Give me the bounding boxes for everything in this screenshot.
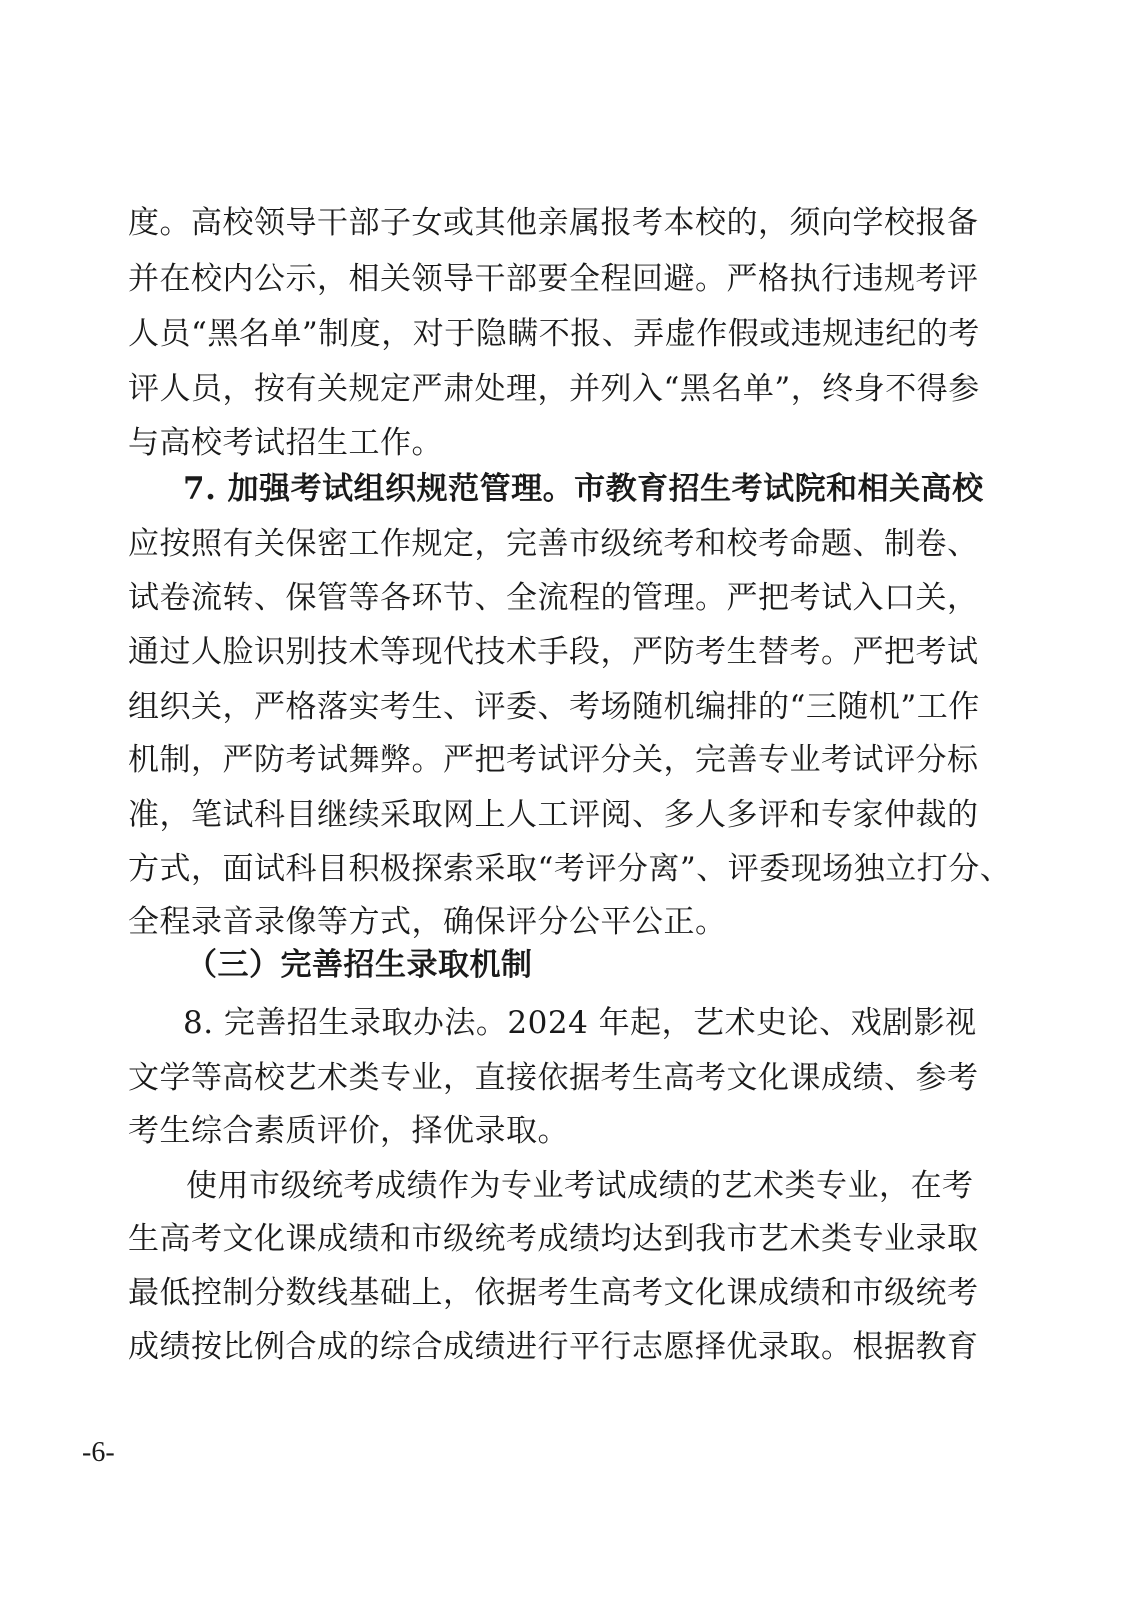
paragraph-line: 评人员，按有关规定严肃处理，并列入“黑名单”，终身不得参	[128, 371, 980, 407]
paragraph-line: 考生综合素质评价，择优录取。	[128, 1113, 569, 1149]
section-heading: （三）完善招生录取机制	[186, 947, 533, 983]
paragraph-line: 通过人脸识别技术等现代技术手段，严防考生替考。严把考试	[128, 634, 979, 670]
paragraph-line: 准，笔试科目继续采取网上人工评阅、多人多评和专家仲裁的	[128, 797, 979, 833]
paragraph-line: 最低控制分数线基础上，依据考生高考文化课成绩和市级统考	[128, 1275, 979, 1311]
section-8-heading-line: 8. 完善招生录取办法。2024 年起，艺术史论、戏剧影视	[183, 1005, 977, 1041]
paragraph-line: 度。高校领导干部子女或其他亲属报考本校的，须向学校报备	[128, 205, 979, 241]
paragraph-line: 机制，严防考试舞弊。严把考试评分关，完善专业考试评分标	[128, 742, 979, 778]
paragraph-line: 方式，面试科目积极探索采取“考评分离”、评委现场独立打分、	[128, 851, 1012, 887]
paragraph-line: 试卷流转、保管等各环节、全流程的管理。严把考试入口关，	[128, 580, 979, 616]
paragraph-line: 使用市级统考成绩作为专业考试成绩的艺术类专业，在考	[186, 1168, 974, 1204]
page-number: -6-	[82, 1437, 115, 1468]
paragraph-line: 应按照有关保密工作规定，完善市级统考和校考命题、制卷、	[128, 526, 979, 562]
paragraph-line: 组织关，严格落实考生、评委、考场随机编排的“三随机”工作	[128, 689, 980, 725]
paragraph-line: 与高校考试招生工作。	[128, 425, 443, 461]
paragraph-line: 文学等高校艺术类专业，直接依据考生高考文化课成绩、参考	[128, 1060, 979, 1096]
paragraph-line: 并在校内公示，相关领导干部要全程回避。严格执行违规考评	[128, 261, 979, 297]
paragraph-line: 成绩按比例合成的综合成绩进行平行志愿择优录取。根据教育	[128, 1329, 979, 1365]
paragraph-line: 全程录音录像等方式，确保评分公平公正。	[128, 904, 727, 940]
section-7-heading-line: 7. 加强考试组织规范管理。市教育招生考试院和相关高校	[183, 471, 984, 507]
paragraph-line: 人员“黑名单”制度，对于隐瞒不报、弄虚作假或违规违纪的考	[128, 316, 980, 352]
paragraph-line: 生高考文化课成绩和市级统考成绩均达到我市艺术类专业录取	[128, 1221, 979, 1257]
